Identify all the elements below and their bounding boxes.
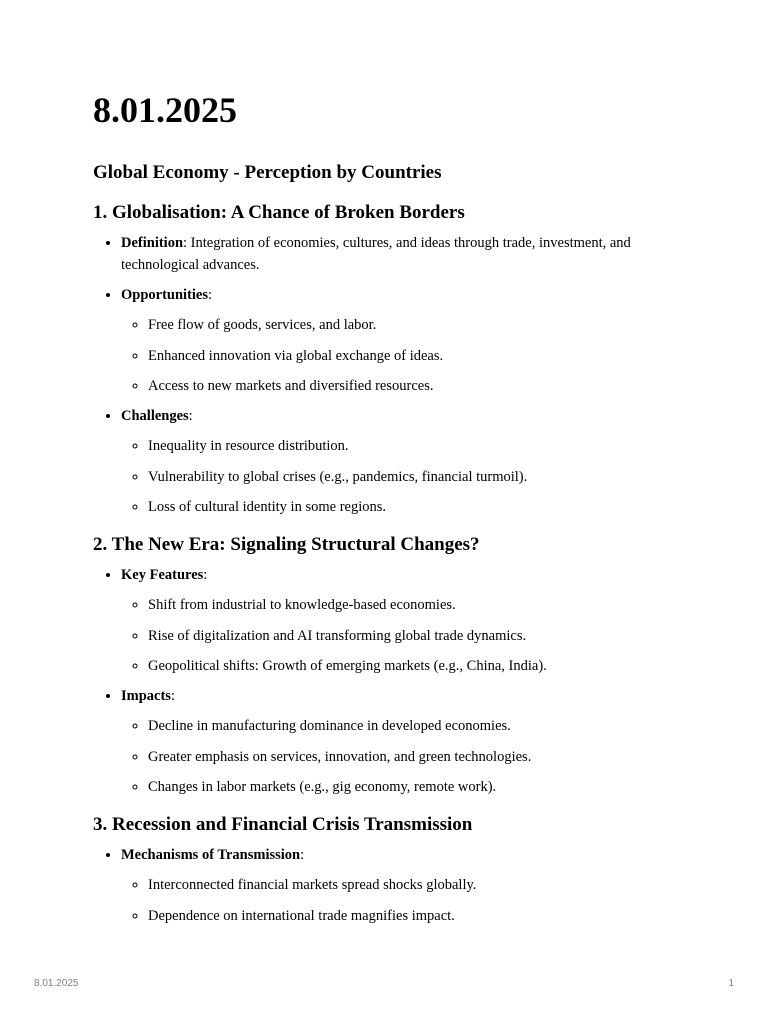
section-heading: 3. Recession and Financial Crisis Transmission — [93, 814, 473, 835]
sub-list-item: ◦ Access to new markets and diversified resources. — [148, 375, 683, 397]
section-new-era — [93, 532, 683, 798]
bullet-list — [93, 564, 683, 798]
sub-bullet-list — [121, 594, 683, 677]
list-item — [121, 844, 683, 927]
sub-list-item: ◦ Vulnerability to global crises (e.g., pandemics, financial turmoil). — [148, 466, 683, 488]
term-label: Impacts — [121, 688, 171, 704]
list-item — [121, 232, 683, 276]
term-text: : — [208, 287, 213, 303]
section-heading: 2. The New Era: Signaling Structural Changes? — [93, 534, 480, 555]
term-label: Challenges — [121, 408, 189, 424]
term-label: Opportunities — [121, 287, 209, 303]
sub-list-item: ◦ Rise of digitalization and AI transforming global trade dynamics. — [148, 625, 683, 647]
sub-list-item: ◦ Interconnected financial markets spread shocks globally. — [148, 874, 683, 896]
bullet-list — [93, 844, 683, 927]
term-label: Mechanisms of Transmission — [121, 847, 301, 863]
term-label: Definition — [121, 235, 184, 251]
list-item — [121, 685, 683, 798]
sub-list-item: ◦ Changes in labor markets (e.g., gig economy, remote work). — [148, 776, 683, 798]
sub-list-item: ◦ Free flow of goods, services, and labor. — [148, 314, 683, 336]
section-recession — [93, 812, 683, 927]
term-text: : — [300, 847, 305, 863]
sub-bullet-list — [121, 874, 683, 927]
term-text: : — [188, 408, 193, 424]
sub-list-item: ◦ Enhanced innovation via global exchange of ideas. — [148, 345, 683, 367]
term-text: : — [203, 567, 208, 583]
footer-page-number: 1 — [728, 978, 734, 989]
section-globalisation — [93, 200, 683, 518]
sub-list-item: ◦ Inequality in resource distribution. — [148, 435, 683, 457]
list-item — [121, 405, 683, 518]
term-label: Key Features — [121, 567, 204, 583]
sub-bullet-list — [121, 314, 683, 397]
sub-list-item: ◦ Decline in manufacturing dominance in developed economies. — [148, 715, 683, 737]
sub-list-item: ◦ Shift from industrial to knowledge-based economies. — [148, 594, 683, 616]
sub-bullet-list — [121, 715, 683, 798]
sub-list-item: ◦ Loss of cultural identity in some regions. — [148, 496, 683, 518]
document-subtitle: Global Economy - Perception by Countries — [93, 162, 442, 183]
list-item — [121, 564, 683, 677]
term-text: : Integration of economies, cultures, and ideas through trade, investment, and technological advances. — [121, 235, 631, 273]
list-item — [121, 284, 683, 397]
document-page — [93, 88, 683, 935]
sub-list-item: ◦ Geopolitical shifts: Growth of emerging markets (e.g., China, India). — [148, 655, 683, 677]
sub-list-item: ◦ Dependence on international trade magnifies impact. — [148, 905, 683, 927]
sub-list-item: ◦ Greater emphasis on services, innovation, and green technologies. — [148, 746, 683, 768]
sub-bullet-list — [121, 435, 683, 518]
bullet-list — [93, 232, 683, 518]
term-text: : — [170, 688, 175, 704]
footer-date: 8.01.2025 — [34, 978, 79, 989]
document-title: 8.01.2025 — [93, 90, 237, 130]
section-heading: 1. Globalisation: A Chance of Broken Borders — [93, 202, 465, 223]
